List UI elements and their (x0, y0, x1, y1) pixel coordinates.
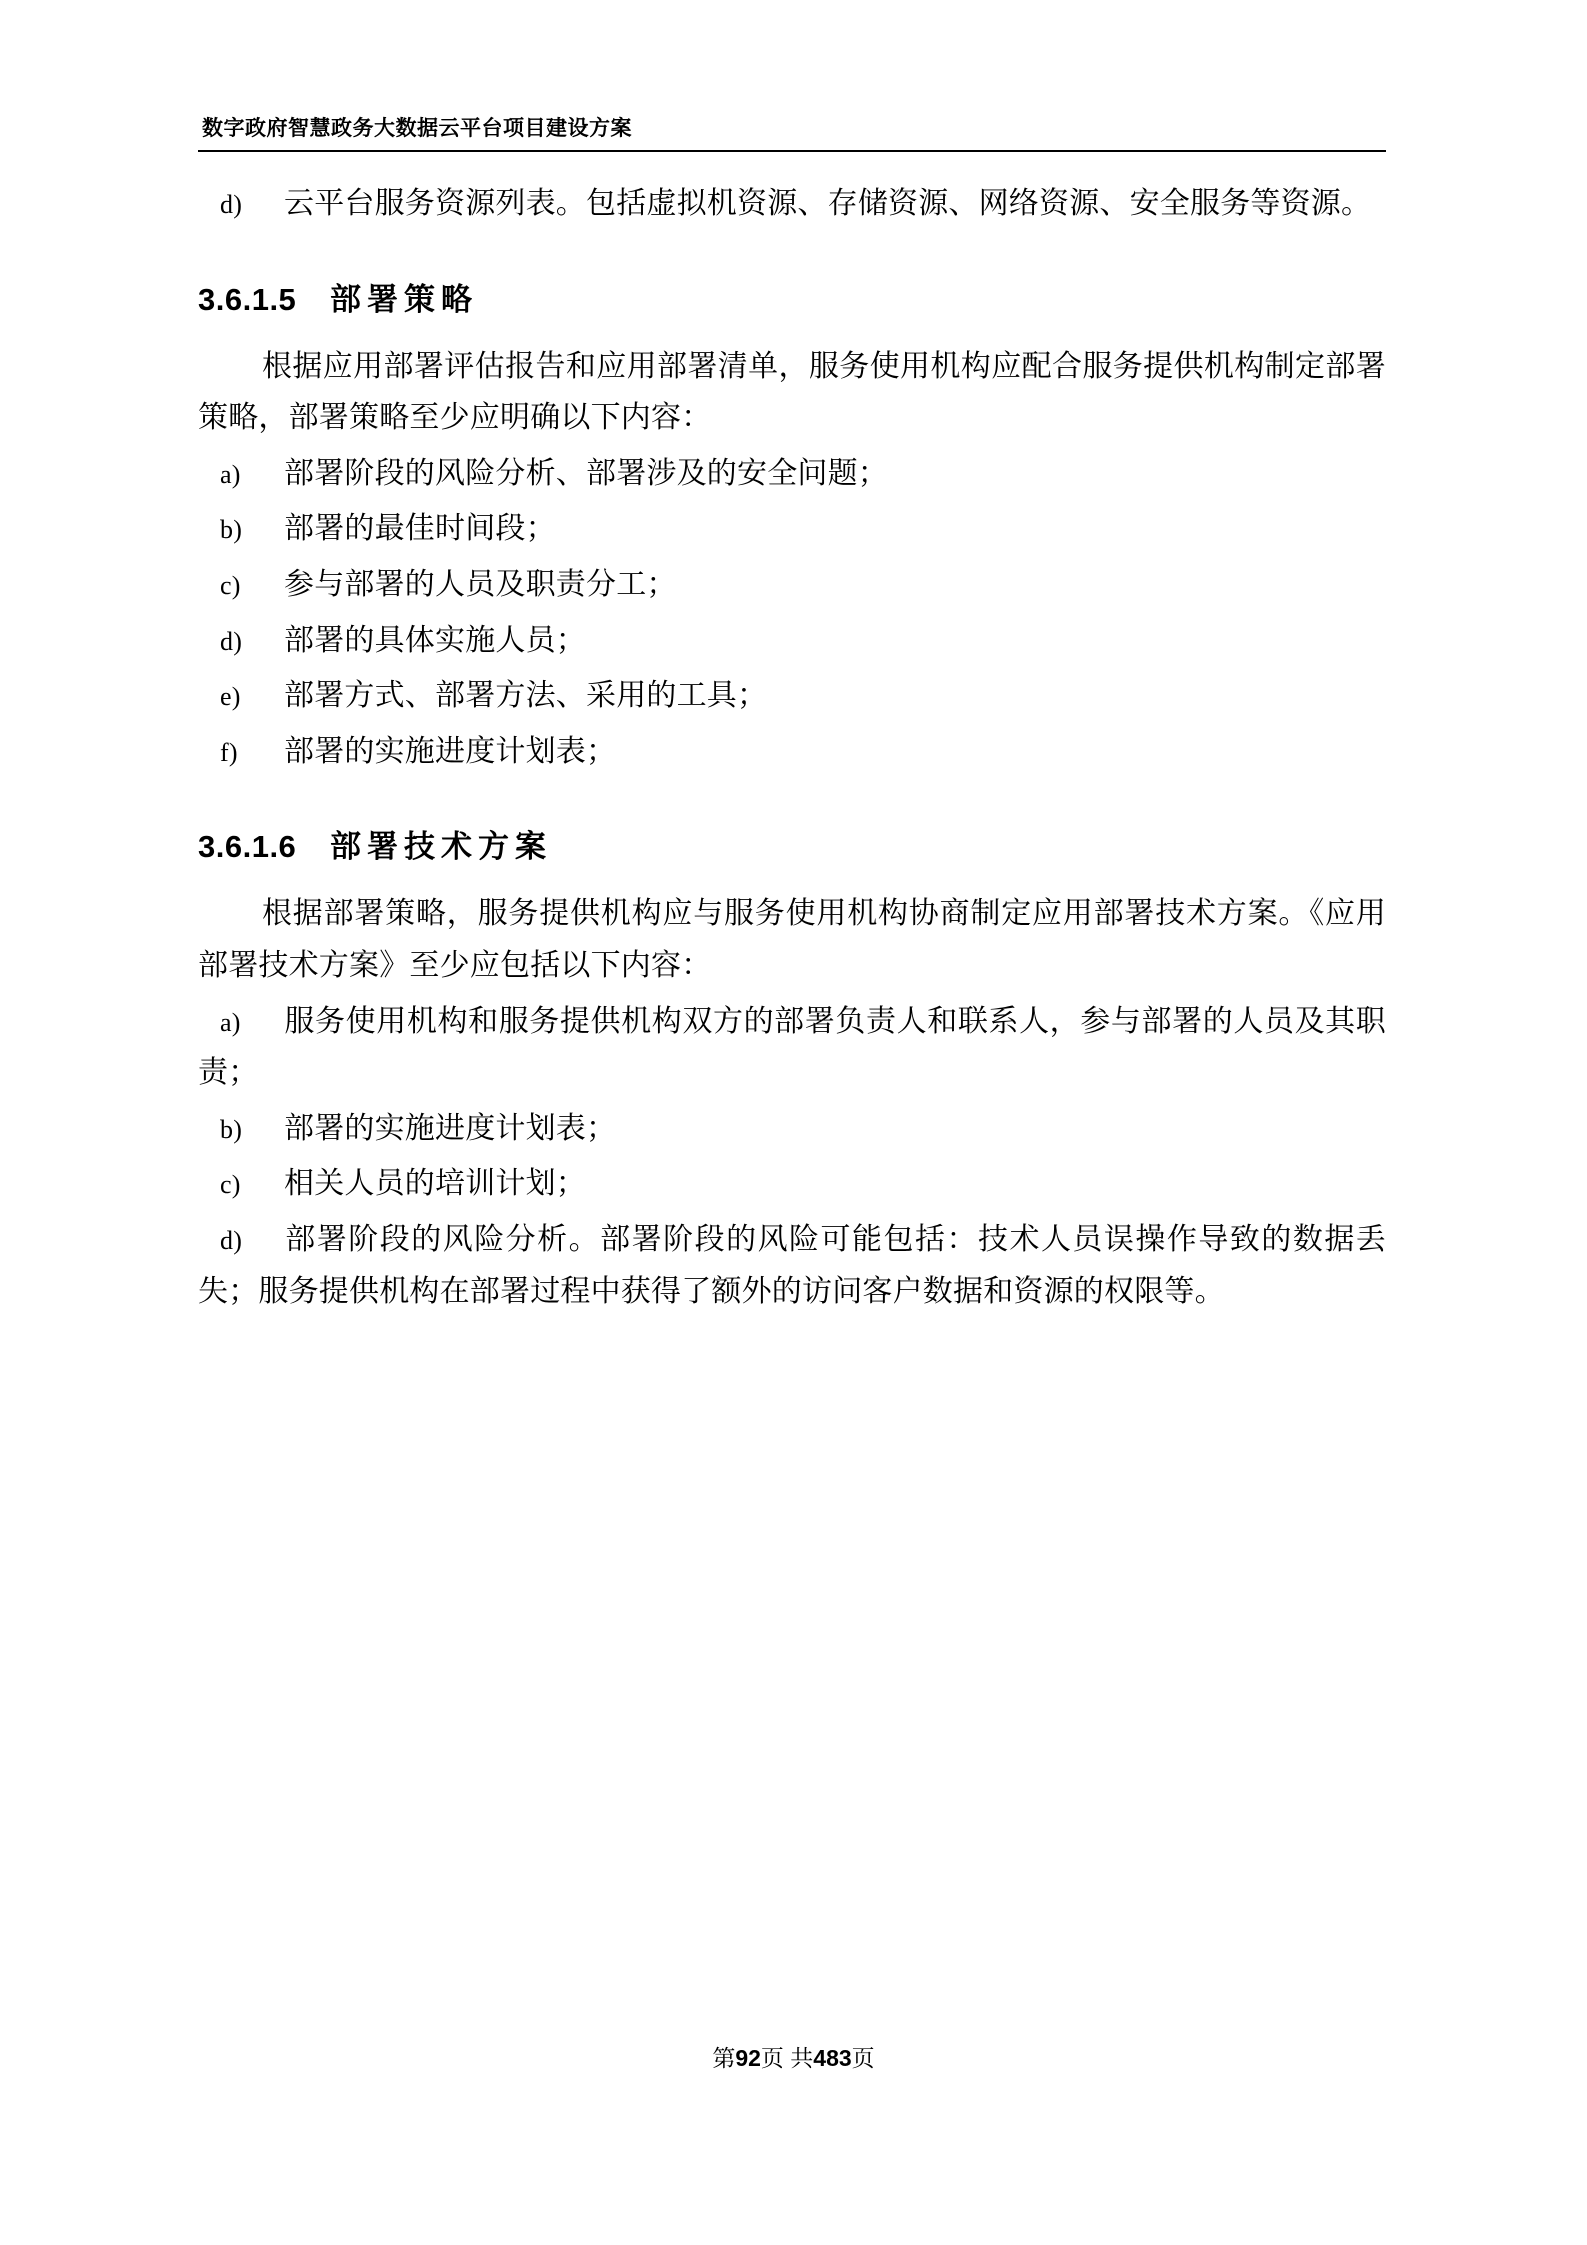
list-item-marker: d) (220, 1225, 243, 1255)
list-item-text: 参与部署的人员及职责分工； (284, 567, 677, 601)
section-number: 3.6.1.5 (198, 281, 297, 317)
list-item-text: 部署的实施进度计划表； (284, 734, 617, 768)
list-item (198, 178, 1386, 230)
footer-suffix: 页 (851, 2045, 875, 2071)
header-divider (198, 150, 1386, 152)
running-header: 数字政府智慧政务大数据云平台项目建设方案 (202, 117, 632, 140)
list-item (198, 726, 1386, 778)
list-item (198, 996, 1386, 1099)
spacer (198, 234, 1386, 244)
spacer (198, 781, 1386, 791)
list-item (198, 559, 1386, 611)
paragraph: 根据应用部署评估报告和应用部署清单，服务使用机构应配合服务提供机构制定部署策略，部署策略至少应明确以下内容： (198, 349, 1386, 435)
list-item-marker: e) (220, 682, 241, 712)
list-item (198, 448, 1386, 500)
footer-total-pages: 483 (813, 2045, 852, 2071)
section-heading-3-6-1-5 (198, 274, 1386, 319)
list-item-text: 部署方式、部署方法、采用的工具； (284, 679, 768, 713)
list-item (198, 615, 1386, 667)
list-item-text: 相关人员的培训计划； (284, 1167, 586, 1201)
list-item-marker: f) (220, 737, 238, 767)
section-heading-3-6-1-6 (198, 821, 1386, 866)
list-item (198, 1103, 1386, 1155)
list-item-text: 部署阶段的风险分析。部署阶段的风险可能包括：技术人员误操作导致的数据丢失；服务提供机构在部署过程中获得了额外的访问客户数据和资源的权限等。 (198, 1222, 1386, 1308)
list-item (198, 503, 1386, 555)
list-item-text: 部署的具体实施人员； (284, 623, 586, 657)
list-item-text: 部署阶段的风险分析、部署涉及的安全问题； (284, 456, 888, 490)
list-item (198, 1158, 1386, 1210)
page-footer (0, 2040, 1587, 2073)
list-item-text: 服务使用机构和服务提供机构双方的部署负责人和联系人，参与部署的人员及其职责； (198, 1004, 1386, 1090)
list-item-text: 云平台服务资源列表。包括虚拟机资源、存储资源、网络资源、安全服务等资源。 (284, 187, 1372, 220)
list-item-marker: d) (220, 626, 243, 656)
list-item-text: 部署的最佳时间段； (284, 512, 556, 546)
footer-middle: 页 共 (760, 2045, 814, 2071)
list-item-marker: c) (220, 570, 241, 600)
list-item (198, 1214, 1386, 1317)
page-content (198, 112, 1386, 1321)
section-title: 部署技术方案 (330, 829, 552, 865)
footer-page-number: 92 (735, 2045, 761, 2071)
list-item-text: 部署的实施进度计划表； (284, 1111, 617, 1145)
list-item-marker: c) (220, 1170, 241, 1200)
list-item-marker: d) (220, 190, 243, 219)
paragraph: 根据部署策略，服务提供机构应与服务使用机构协商制定应用部署技术方案。《应用部署技术方案》至少应包括以下内容： (198, 897, 1386, 982)
list-item (198, 670, 1386, 722)
section-title: 部署策略 (330, 281, 478, 317)
list-item-marker: a) (220, 1007, 241, 1037)
section-number: 3.6.1.6 (198, 829, 297, 865)
list-item-marker: b) (220, 1114, 243, 1144)
footer-prefix: 第 (712, 2045, 736, 2071)
list-item-marker: a) (220, 459, 241, 489)
list-item-marker: b) (220, 515, 243, 545)
